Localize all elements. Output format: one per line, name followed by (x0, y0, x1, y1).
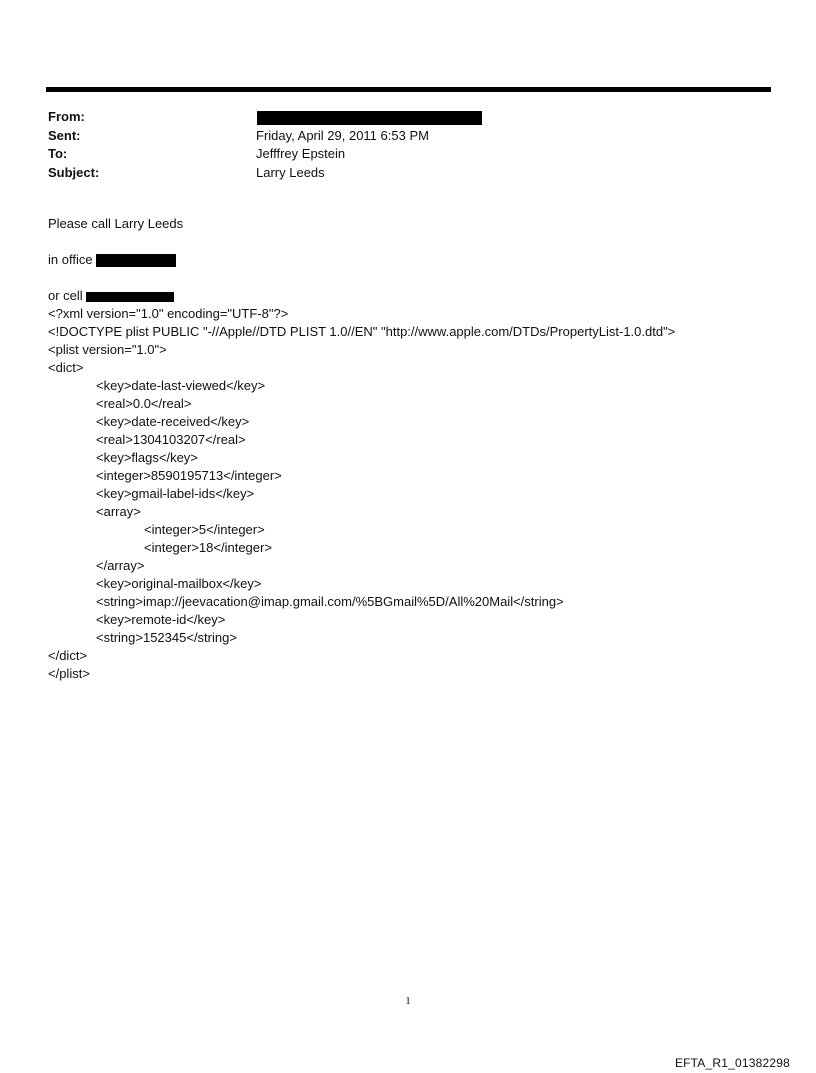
plist-line: <integer>18</integer> (144, 540, 272, 555)
from-value (256, 108, 748, 127)
sent-row (48, 127, 748, 146)
sent-label: Sent: (48, 127, 81, 143)
plist-line: <key>flags</key> (96, 450, 198, 465)
sent-value: Friday, April 29, 2011 6:53 PM (256, 127, 429, 143)
from-label: From: (48, 109, 85, 124)
plist-line: <integer>5</integer> (144, 522, 265, 537)
plist-line: <plist version="1.0"> (48, 342, 167, 357)
plist-line: <!DOCTYPE plist PUBLIC "-//Apple//DTD PLIST 1.0//EN" "http://www.apple.com/DTDs/PropertyList-1.0.dtd"> (48, 324, 676, 339)
email-header (48, 108, 748, 182)
plist-line: <string>152345</string> (96, 630, 237, 645)
plist-line: </dict> (48, 648, 88, 663)
plist-line: <key>original-mailbox</key> (96, 576, 262, 591)
plist-block (48, 305, 788, 683)
plist-line: <key>remote-id</key> (96, 612, 226, 627)
header-rule (46, 87, 771, 92)
to-label: To: (48, 146, 68, 161)
document-id: EFTA_R1_01382298 (674, 1056, 790, 1070)
subject-row (48, 164, 748, 183)
redaction-block (86, 292, 174, 302)
body-line: in office (48, 251, 788, 269)
plist-line: <real>1304103207</real> (96, 432, 246, 447)
plist-line: <integer>8590195713</integer> (96, 468, 282, 483)
plist-line: </array> (96, 558, 145, 573)
plist-line: <dict> (48, 360, 84, 375)
plist-line: <real>0.0</real> (96, 396, 192, 411)
redaction-block (96, 254, 176, 267)
body-line: or cell (48, 287, 788, 305)
plist-line: </plist> (48, 666, 90, 681)
to-value: Jefffrey Epstein (256, 146, 346, 161)
plist-line: <?xml version="1.0" encoding="UTF-8"?> (48, 306, 289, 321)
to-row (48, 145, 748, 164)
subject-value: Larry Leeds (256, 164, 325, 180)
from-row (48, 108, 748, 127)
plist-line: <key>date-last-viewed</key> (96, 378, 266, 393)
subject-label: Subject: (48, 164, 100, 180)
email-body (48, 215, 788, 683)
plist-line: <array> (96, 504, 141, 519)
plist-line: <key>date-received</key> (96, 414, 250, 429)
redaction-block (257, 111, 482, 125)
plist-line: <string>imap://jeevacation@imap.gmail.com/%5BGmail%5D/All%20Mail</string> (96, 594, 564, 609)
page-number: 1 (405, 995, 411, 1007)
plist-line: <key>gmail-label-ids</key> (96, 486, 255, 501)
body-line: Please call Larry Leeds (48, 216, 184, 231)
